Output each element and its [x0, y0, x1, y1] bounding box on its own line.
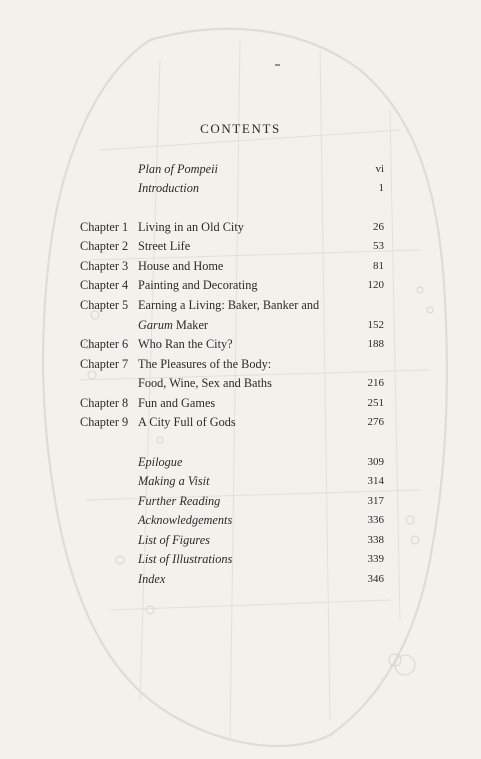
toc-page: 314	[367, 475, 384, 487]
toc-title-italic: Garum	[138, 318, 173, 332]
toc-chapter-8	[0, 394, 481, 412]
toc-entry	[0, 453, 481, 471]
toc-title: Plan of Pompeii	[138, 162, 218, 176]
toc-entry	[0, 511, 481, 529]
toc-title: House and Home	[138, 259, 224, 273]
toc-title: Epilogue	[138, 455, 183, 469]
toc-title-cont: Food, Wine, Sex and Baths	[138, 376, 272, 390]
toc-page: 152	[367, 319, 384, 331]
toc-page: 81	[373, 260, 384, 272]
toc-chapter-1	[0, 218, 481, 236]
toc-entry	[0, 472, 481, 490]
toc-page: 317	[367, 495, 384, 507]
toc-title-cont	[138, 316, 208, 334]
toc-title: Acknowledgements	[138, 513, 233, 527]
toc-title: Who Ran the City?	[138, 337, 233, 351]
toc-chapter-7-cont	[0, 374, 481, 392]
toc-page: 216	[367, 377, 384, 389]
toc-page: 53	[373, 240, 384, 252]
toc-page: 26	[373, 221, 384, 233]
toc-title-rest: Maker	[172, 318, 209, 332]
toc-title: List of Figures	[138, 533, 210, 547]
toc-title: Living in an Old City	[138, 220, 244, 234]
toc-chapter-2	[0, 237, 481, 255]
chapter-label: Chapter 2	[80, 239, 129, 253]
toc-entry	[0, 179, 481, 197]
page-mark	[275, 64, 280, 66]
toc-entry	[0, 160, 481, 178]
chapter-label: Chapter 1	[80, 220, 129, 234]
toc-title: Earning a Living: Baker, Banker and	[138, 298, 320, 312]
toc-page: 276	[367, 416, 384, 428]
toc-chapter-6	[0, 335, 481, 353]
chapter-label: Chapter 4	[80, 278, 129, 292]
toc-title: Introduction	[138, 181, 200, 195]
toc-chapter-4	[0, 276, 481, 294]
toc-chapter-3	[0, 257, 481, 275]
toc-title: Street Life	[138, 239, 191, 253]
contents-heading: CONTENTS	[200, 121, 281, 136]
toc-page: 251	[367, 397, 384, 409]
toc-title: List of Illustrations	[138, 552, 233, 566]
toc-entry	[0, 570, 481, 588]
toc-title: Index	[138, 572, 166, 586]
toc-chapter-5	[0, 296, 481, 314]
toc-entry	[0, 531, 481, 549]
toc-page: 336	[367, 514, 384, 526]
chapter-label: Chapter 8	[80, 396, 129, 410]
toc-page: vi	[375, 163, 384, 175]
toc-title: Further Reading	[138, 494, 221, 508]
chapter-label: Chapter 5	[80, 298, 129, 312]
toc-title: The Pleasures of the Body:	[138, 357, 272, 371]
chapter-label: Chapter 6	[80, 337, 129, 351]
toc-entry	[0, 550, 481, 568]
chapter-label: Chapter 7	[80, 357, 129, 371]
toc-title: Making a Visit	[138, 474, 210, 488]
toc-entry	[0, 492, 481, 510]
toc-page: 338	[367, 534, 384, 546]
toc-page: 346	[367, 573, 384, 585]
toc-title: Fun and Games	[138, 396, 216, 410]
toc-chapter-9	[0, 413, 481, 431]
toc-page: 188	[367, 338, 384, 350]
toc-chapter-5-cont	[0, 316, 481, 334]
chapter-label: Chapter 3	[80, 259, 129, 273]
toc-page: 309	[367, 456, 384, 468]
toc-page: 120	[367, 279, 384, 291]
toc-chapter-7	[0, 355, 481, 373]
toc-page: 339	[367, 553, 384, 565]
toc-title: Painting and Decorating	[138, 278, 258, 292]
toc-title: A City Full of Gods	[138, 415, 236, 429]
toc-page: 1	[378, 182, 384, 194]
chapter-label: Chapter 9	[80, 415, 129, 429]
